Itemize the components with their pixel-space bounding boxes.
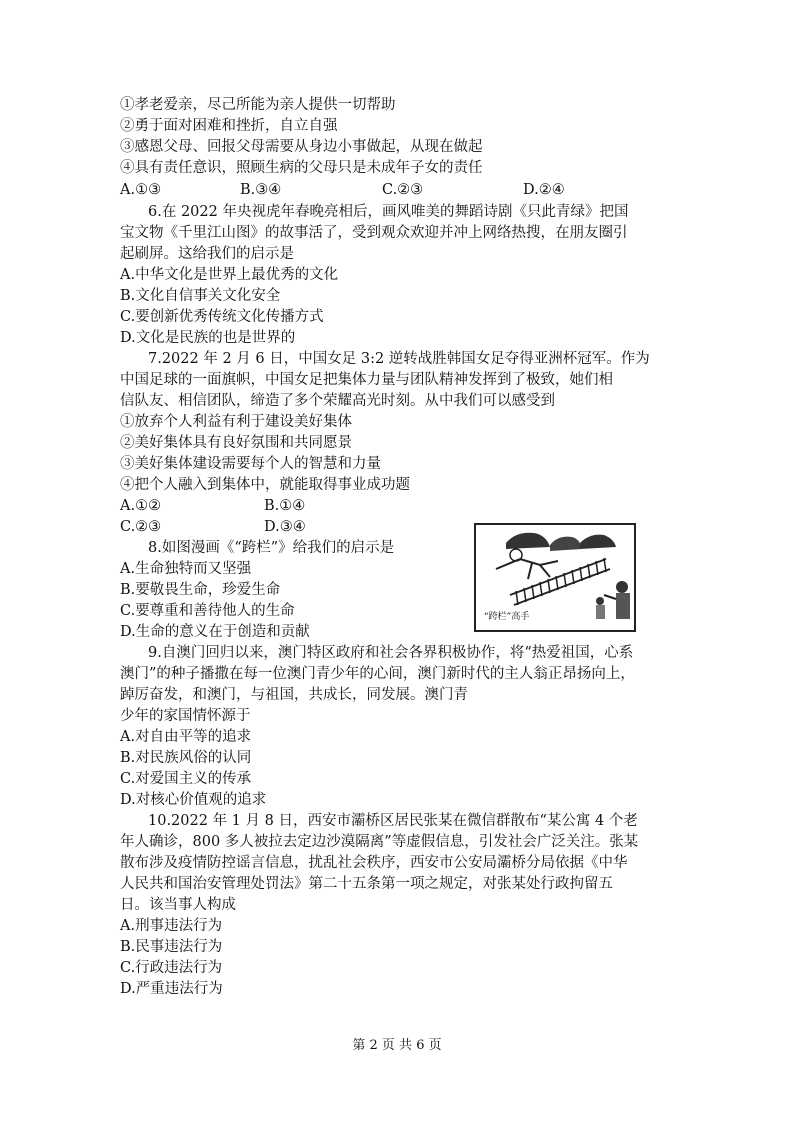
q9-option-d[interactable]: D.对核心价值观的追求	[120, 792, 267, 808]
q10-option-d[interactable]: D.严重违法行为	[120, 981, 223, 997]
q10-option-a[interactable]: A.刑事违法行为	[120, 918, 223, 934]
q5-statement-1: ①孝老爱亲，尽己所能为亲人提供一切帮助	[120, 97, 396, 113]
q9-option-b[interactable]: B.对民族风俗的认同	[120, 750, 252, 766]
q5-option-b[interactable]: B.③④	[240, 182, 282, 198]
q6-stem-line-2: 宝文物《千里江山图》的故事活了，受到观众欢迎并冲上网络热搜，在朋友圈引	[120, 225, 628, 241]
q9-stem-line-1: 9.自澳门回归以来，澳门特区政府和社会各界积极协作，将“热爱祖国，心系	[148, 645, 634, 661]
q8-option-d[interactable]: D.生命的意义在于创造和贡献	[120, 624, 310, 640]
q10-stem-line-1: 10.2022 年 1 月 8 日，西安市灞桥区居民张某在微信群散布“某公寓 4 个老	[148, 813, 638, 829]
q9-stem-line-2: 澳门”的种子播撒在每一位澳门青少年的心间，澳门新时代的主人翁正昂扬向上，	[120, 666, 635, 682]
q6-option-b[interactable]: B.文化自信事关文化安全	[120, 288, 281, 304]
q6-stem-line-3: 起刷屏。这给我们的启示是	[120, 246, 294, 262]
q9-option-a[interactable]: A.对自由平等的追求	[120, 729, 252, 745]
q9-option-c[interactable]: C.对爱国主义的传承	[120, 771, 252, 787]
q5-option-a[interactable]: A.①③	[120, 182, 162, 198]
q5-statement-4: ④具有责任意识，照顾生病的父母只是未成年子女的责任	[120, 160, 483, 176]
q10-option-c[interactable]: C.行政违法行为	[120, 960, 223, 976]
q7-stem-line-2: 中国足球的一面旗帜，中国女足把集体力量与团队精神发挥到了极致，她们相	[120, 372, 613, 388]
q10-stem-line-2: 年人确诊，800 多人被拉去定边沙漠隔离”等虚假信息，引发社会广泛关注。张某	[120, 834, 639, 850]
cartoon-caption: “跨栏”高手	[484, 612, 530, 622]
hurdle-cartoon	[474, 523, 636, 632]
q9-stem-line-4: 少年的家国情怀源于	[120, 708, 251, 724]
q7-statement-1: ①放弃个人利益有利于建设美好集体	[120, 414, 352, 430]
q10-stem-line-3: 散布涉及疫情防控谣言信息，扰乱社会秩序，西安市公安局灞桥分局依据《中华	[120, 855, 628, 871]
q6-stem-line-1: 6.在 2022 年央视虎年春晚亮相后，画风唯美的舞蹈诗剧《只此青绿》把国	[148, 204, 629, 220]
q7-statement-2: ②美好集体具有良好氛围和共同愿景	[120, 435, 352, 451]
q7-option-a[interactable]: A.①②	[120, 498, 162, 514]
q7-statement-3: ③美好集体建设需要每个人的智慧和力量	[120, 456, 381, 472]
q5-option-c[interactable]: C.②③	[382, 182, 424, 198]
q7-statement-4: ④把个人融入到集体中，就能取得事业成功题	[120, 477, 410, 493]
q6-option-a[interactable]: A.中华文化是世界上最优秀的文化	[120, 267, 339, 283]
q8-option-b[interactable]: B.要敬畏生命，珍爱生命	[120, 582, 281, 598]
q7-stem-line-1: 7.2022 年 2 月 6 日，中国女足 3:2 逆转战胜韩国女足夺得亚洲杯冠军。作为	[148, 351, 650, 367]
q7-option-c[interactable]: C.②③	[120, 519, 162, 535]
q10-stem-line-4: 人民共和国治安管理处罚法》第二十五条第一项之规定，对张某处行政拘留五	[120, 876, 613, 892]
q5-statement-2: ②勇于面对困难和挫折，自立自强	[120, 118, 338, 134]
q9-stem-line-3: 踔厉奋发，和澳门，与祖国，共成长，同发展。澳门青	[120, 687, 468, 703]
q5-statement-3: ③感恩父母、回报父母需要从身边小事做起，从现在做起	[120, 139, 483, 155]
q5-option-d[interactable]: D.②④	[523, 182, 565, 198]
q8-option-c[interactable]: C.要尊重和善待他人的生命	[120, 603, 295, 619]
q7-option-d[interactable]: D.③④	[264, 519, 306, 535]
page-number: 第 2 页 共 6 页	[352, 1038, 442, 1053]
q6-option-c[interactable]: C.要创新优秀传统文化传播方式	[120, 309, 324, 325]
q7-option-b[interactable]: B.①④	[264, 498, 306, 514]
q7-stem-line-3: 信队友、相信团队，缔造了多个荣耀高光时刻。从中我们可以感受到	[120, 393, 555, 409]
q8-stem: 8.如图漫画《“跨栏”》给我们的启示是	[148, 540, 395, 556]
q10-stem-line-5: 日。该当事人构成	[120, 897, 236, 913]
q6-option-d[interactable]: D.文化是民族的也是世界的	[120, 330, 296, 346]
q10-option-b[interactable]: B.民事违法行为	[120, 939, 223, 955]
q8-option-a[interactable]: A.生命独特而又坚强	[120, 561, 252, 577]
